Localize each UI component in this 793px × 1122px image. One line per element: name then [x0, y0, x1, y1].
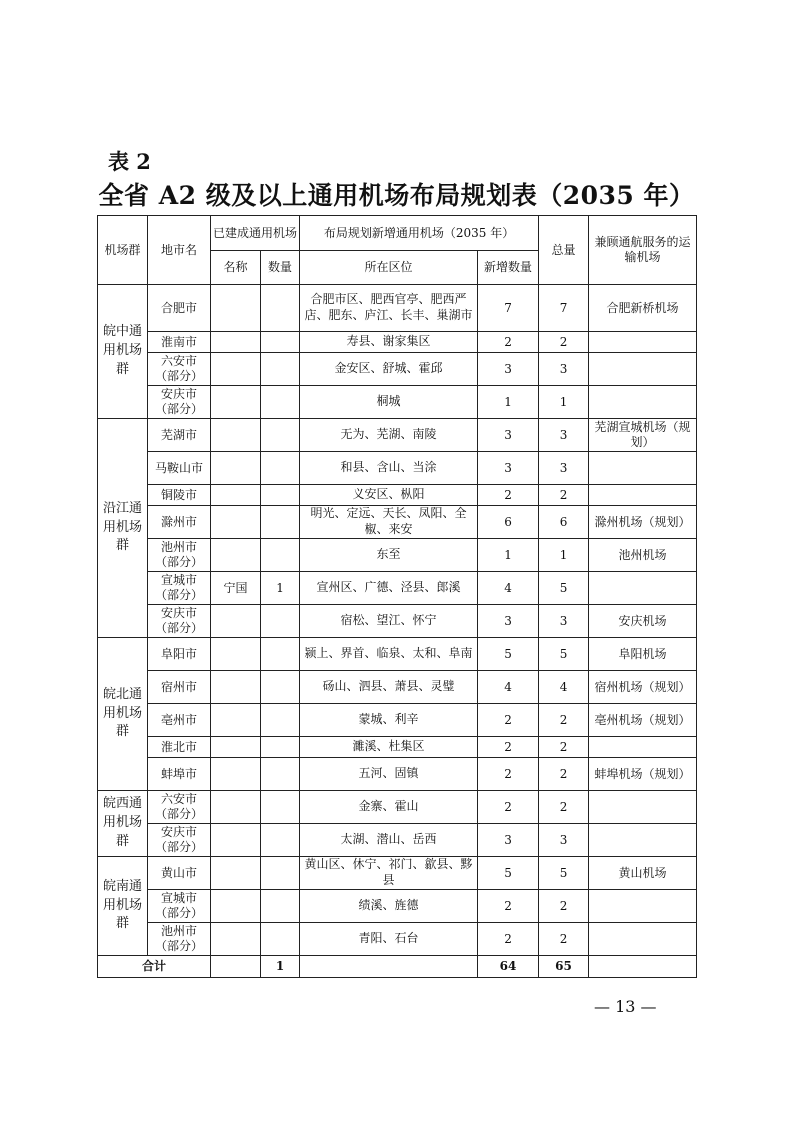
- cell-transport-airport: 蚌埠机场（规划）: [589, 758, 697, 791]
- cell-location: 黄山区、休宁、祁门、歙县、黟县: [300, 857, 478, 890]
- table-row: [98, 285, 697, 332]
- cell-city: 池州市（部分）: [148, 539, 211, 572]
- cell-built-name: [211, 890, 261, 923]
- table-row: [98, 452, 697, 485]
- cell-city: 宿州市: [148, 671, 211, 704]
- cell-location: 寿县、谢家集区: [300, 332, 478, 353]
- cell-built-count: [261, 737, 300, 758]
- cell-location: 砀山、泗县、萧县、灵璧: [300, 671, 478, 704]
- cell-city: 六安市（部分）: [148, 791, 211, 824]
- cell-location: 宿松、望江、怀宁: [300, 605, 478, 638]
- table-row: [98, 737, 697, 758]
- cell-new-count: 1: [478, 539, 539, 572]
- cell-city: 淮北市: [148, 737, 211, 758]
- cell-built-name: [211, 506, 261, 539]
- airport-plan-table: [97, 215, 697, 978]
- cell-location: 义安区、枞阳: [300, 485, 478, 506]
- table-body: [98, 285, 697, 978]
- table-row: [98, 857, 697, 890]
- cell-new-count: 3: [478, 452, 539, 485]
- cell-new-count: 2: [478, 758, 539, 791]
- cell-transport-airport: [589, 737, 697, 758]
- cell-built-name: [211, 923, 261, 956]
- cell-city: 铜陵市: [148, 485, 211, 506]
- cell-built-count: [261, 605, 300, 638]
- cell-transport-airport: [589, 923, 697, 956]
- table-row: [98, 572, 697, 605]
- cell-total: 2: [539, 791, 589, 824]
- table-row: [98, 419, 697, 452]
- cell-transport-airport: [589, 890, 697, 923]
- cell-new-count: 3: [478, 605, 539, 638]
- cell-transport-airport: [589, 452, 697, 485]
- table-row: [98, 332, 697, 353]
- cell-new-count: 5: [478, 857, 539, 890]
- cell-built-count: [261, 353, 300, 386]
- cell-built-name: [211, 386, 261, 419]
- cell-transport-airport: [589, 824, 697, 857]
- cell-total: 1: [539, 539, 589, 572]
- cell-built-name: [211, 671, 261, 704]
- cell-group: 皖西通用机场群: [98, 791, 148, 857]
- table-row: [98, 539, 697, 572]
- cell-transport-airport: [589, 332, 697, 353]
- cell-new-count: 2: [478, 332, 539, 353]
- table-row: [98, 824, 697, 857]
- cell-built-name: [211, 285, 261, 332]
- cell-city: 六安市（部分）: [148, 353, 211, 386]
- header-group: 机场群: [98, 216, 148, 285]
- header-planned-location: 所在区位: [300, 251, 478, 285]
- cell-built-count: [261, 285, 300, 332]
- cell-total: 3: [539, 824, 589, 857]
- cell-built-count: [261, 671, 300, 704]
- cell-city: 马鞍山市: [148, 452, 211, 485]
- table-row: [98, 704, 697, 737]
- cell-new-count: 6: [478, 506, 539, 539]
- cell-transport-airport: 黄山机场: [589, 857, 697, 890]
- cell-location: 金安区、舒城、霍邱: [300, 353, 478, 386]
- total-row: [98, 956, 697, 978]
- cell-city: 亳州市: [148, 704, 211, 737]
- cell-location: 明光、定远、天长、凤阳、全椒、来安: [300, 506, 478, 539]
- cell-built-name: [211, 737, 261, 758]
- cell-location: 青阳、石台: [300, 923, 478, 956]
- cell-built-count: [261, 539, 300, 572]
- cell-new-count: 3: [478, 419, 539, 452]
- cell-city: 宣城市（部分）: [148, 890, 211, 923]
- cell-location: 宣州区、广德、泾县、郎溪: [300, 572, 478, 605]
- cell-total-total: 65: [539, 956, 589, 978]
- cell-total: 1: [539, 386, 589, 419]
- cell-built-name: [211, 791, 261, 824]
- cell-built-count: [261, 791, 300, 824]
- cell-total: 5: [539, 572, 589, 605]
- page-number: — 13 —: [594, 997, 657, 1016]
- cell-total: 2: [539, 890, 589, 923]
- cell-built-count: [261, 452, 300, 485]
- cell-built-count: [261, 485, 300, 506]
- cell-built-count: [261, 638, 300, 671]
- table-row: [98, 638, 697, 671]
- cell-location: 蒙城、利辛: [300, 704, 478, 737]
- cell-city: 黄山市: [148, 857, 211, 890]
- cell-transport-airport: 安庆机场: [589, 605, 697, 638]
- table-row: [98, 386, 697, 419]
- cell-transport-airport: 宿州机场（规划）: [589, 671, 697, 704]
- cell-transport-airport: [589, 572, 697, 605]
- header-planned: 布局规划新增通用机场（2035 年）: [300, 216, 539, 251]
- table-row: [98, 671, 697, 704]
- cell-transport-airport: 阜阳机场: [589, 638, 697, 671]
- cell-total-airport: [589, 956, 697, 978]
- cell-total-built-count: 1: [261, 956, 300, 978]
- cell-transport-airport: 合肥新桥机场: [589, 285, 697, 332]
- header-built: 已建成通用机场: [211, 216, 300, 251]
- cell-built-name: [211, 704, 261, 737]
- header-planned-new: 新增数量: [478, 251, 539, 285]
- cell-total: 5: [539, 857, 589, 890]
- cell-location: 无为、芜湖、南陵: [300, 419, 478, 452]
- cell-transport-airport: 芜湖宣城机场（规划）: [589, 419, 697, 452]
- table-row: [98, 791, 697, 824]
- cell-built-name: [211, 824, 261, 857]
- cell-total-location: [300, 956, 478, 978]
- cell-new-count: 2: [478, 890, 539, 923]
- table-row: [98, 605, 697, 638]
- cell-total: 6: [539, 506, 589, 539]
- cell-location: 濉溪、杜集区: [300, 737, 478, 758]
- cell-total: 5: [539, 638, 589, 671]
- cell-built-count: [261, 386, 300, 419]
- cell-total: 3: [539, 605, 589, 638]
- header-built-count: 数量: [261, 251, 300, 285]
- cell-city: 阜阳市: [148, 638, 211, 671]
- cell-city: 池州市（部分）: [148, 923, 211, 956]
- header-built-name: 名称: [211, 251, 261, 285]
- cell-new-count: 3: [478, 353, 539, 386]
- cell-location: 五河、固镇: [300, 758, 478, 791]
- cell-location: 和县、含山、当涂: [300, 452, 478, 485]
- cell-location: 太湖、潜山、岳西: [300, 824, 478, 857]
- cell-transport-airport: [589, 386, 697, 419]
- cell-built-name: 宁国: [211, 572, 261, 605]
- cell-built-count: [261, 704, 300, 737]
- cell-new-count: 2: [478, 923, 539, 956]
- cell-built-name: [211, 485, 261, 506]
- cell-built-name: [211, 857, 261, 890]
- cell-built-name: [211, 419, 261, 452]
- cell-total-label: 合计: [98, 956, 211, 978]
- cell-city: 淮南市: [148, 332, 211, 353]
- cell-total: 2: [539, 737, 589, 758]
- cell-built-count: [261, 857, 300, 890]
- document-title: 全省 A2 级及以上通用机场布局规划表（2035 年）: [98, 181, 695, 210]
- cell-built-count: [261, 890, 300, 923]
- header-total: 总量: [539, 216, 589, 285]
- cell-built-count: [261, 824, 300, 857]
- cell-transport-airport: [589, 485, 697, 506]
- cell-built-count: [261, 419, 300, 452]
- cell-group: 皖南通用机场群: [98, 857, 148, 956]
- cell-transport-airport: 滁州机场（规划）: [589, 506, 697, 539]
- cell-total: 2: [539, 332, 589, 353]
- header-transport-airport: 兼顾通航服务的运输机场: [589, 216, 697, 285]
- cell-location: 颍上、界首、临泉、太和、阜南: [300, 638, 478, 671]
- cell-city: 安庆市（部分）: [148, 386, 211, 419]
- cell-city: 安庆市（部分）: [148, 605, 211, 638]
- cell-built-count: [261, 506, 300, 539]
- cell-built-name: [211, 332, 261, 353]
- cell-transport-airport: [589, 353, 697, 386]
- cell-transport-airport: 亳州机场（规划）: [589, 704, 697, 737]
- cell-transport-airport: [589, 791, 697, 824]
- cell-built-name: [211, 452, 261, 485]
- cell-location: 绩溪、旌德: [300, 890, 478, 923]
- cell-new-count: 4: [478, 572, 539, 605]
- cell-total-new-count: 64: [478, 956, 539, 978]
- cell-new-count: 7: [478, 285, 539, 332]
- cell-city: 安庆市（部分）: [148, 824, 211, 857]
- table-label: 表 2: [108, 149, 151, 174]
- table-row: [98, 353, 697, 386]
- cell-total: 4: [539, 671, 589, 704]
- cell-built-count: [261, 923, 300, 956]
- cell-city: 滁州市: [148, 506, 211, 539]
- cell-group: 皖北通用机场群: [98, 638, 148, 791]
- cell-new-count: 4: [478, 671, 539, 704]
- table-row: [98, 758, 697, 791]
- cell-total: 2: [539, 704, 589, 737]
- cell-location: 桐城: [300, 386, 478, 419]
- cell-city: 合肥市: [148, 285, 211, 332]
- cell-built-name: [211, 638, 261, 671]
- cell-new-count: 2: [478, 704, 539, 737]
- cell-total: 3: [539, 452, 589, 485]
- cell-total: 2: [539, 485, 589, 506]
- cell-location: 合肥市区、肥西官亭、肥西严店、肥东、庐江、长丰、巢湖市: [300, 285, 478, 332]
- table-row: [98, 923, 697, 956]
- cell-total: 3: [539, 419, 589, 452]
- cell-total: 2: [539, 758, 589, 791]
- cell-total: 7: [539, 285, 589, 332]
- header-city: 地市名: [148, 216, 211, 285]
- cell-city: 宣城市（部分）: [148, 572, 211, 605]
- cell-built-count: [261, 332, 300, 353]
- cell-total: 2: [539, 923, 589, 956]
- cell-built-name: [211, 353, 261, 386]
- cell-group: 皖中通用机场群: [98, 285, 148, 419]
- cell-built-count: 1: [261, 572, 300, 605]
- cell-built-name: [211, 758, 261, 791]
- cell-location: 金寨、霍山: [300, 791, 478, 824]
- table-row: [98, 485, 697, 506]
- table-row: [98, 506, 697, 539]
- cell-new-count: 2: [478, 737, 539, 758]
- cell-built-name: [211, 605, 261, 638]
- cell-built-name: [211, 539, 261, 572]
- table-row: [98, 890, 697, 923]
- cell-total-built-name: [211, 956, 261, 978]
- cell-new-count: 1: [478, 386, 539, 419]
- cell-group: 沿江通用机场群: [98, 419, 148, 638]
- cell-built-count: [261, 758, 300, 791]
- cell-new-count: 5: [478, 638, 539, 671]
- cell-city: 蚌埠市: [148, 758, 211, 791]
- cell-location: 东至: [300, 539, 478, 572]
- cell-total: 3: [539, 353, 589, 386]
- cell-transport-airport: 池州机场: [589, 539, 697, 572]
- cell-new-count: 2: [478, 485, 539, 506]
- cell-new-count: 2: [478, 791, 539, 824]
- cell-city: 芜湖市: [148, 419, 211, 452]
- cell-new-count: 3: [478, 824, 539, 857]
